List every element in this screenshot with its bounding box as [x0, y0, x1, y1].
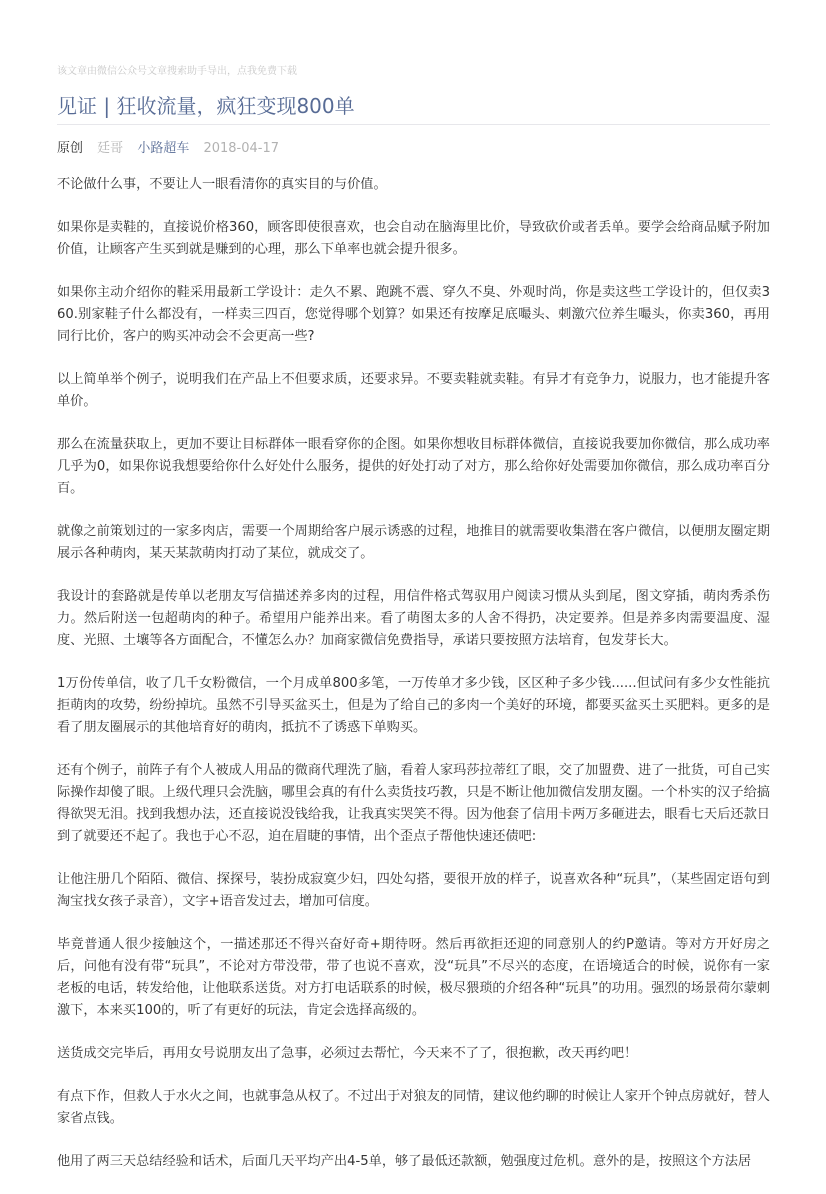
title-divider [57, 124, 770, 125]
paragraph: 如果你是卖鞋的，直接说价格360，顾客即使很喜欢，也会自动在脑海里比价，导致砍价或者丢单。要学会给商品赋予附加价值，让顾客产生买到就是赚到的心理，那么下单率也就会提升很多。 [57, 220, 770, 257]
original-badge: 原创 [57, 141, 84, 156]
author-name: 廷哥 [97, 141, 124, 156]
paragraph: 1万份传单信，收了几千女粉微信，一个月成单800多笔，一万传单才多少钱，区区种子多少钱......但试问有多少女性能抗拒萌肉的攻势，纷纷掉坑。虽然不引导买盆买土，但是为了给自己的多肉一个美好的环境，都要买盆买土买肥料。更多的是看了朋友圈展示的其他培育好的萌肉，抵抗不了诱惑下单购买。 [57, 676, 770, 735]
article-meta [57, 140, 289, 158]
account-link[interactable]: 小路超车 [137, 141, 190, 156]
paragraph: 如果你主动介绍你的鞋采用最新工学设计：走久不累、跑跳不震、穿久不臭、外观时尚，你是卖这些工学设计的，但仅卖360.别家鞋子什么都没有，一样卖三四百，您觉得哪个划算？如果还有按摩足底嘬头、刺激穴位养生嘬头，你卖360，再用同行比价，客户的购买冲动会不会更高一些? [57, 285, 770, 344]
paragraph: 不论做什么事，不要让人一眼看清你的真实目的与价值。 [57, 177, 387, 192]
paragraph: 他用了两三天总结经验和话术，后面几天平均产出4-5单，够了最低还款额，勉强度过危机。意外的是，按照这个方法居 [57, 1154, 752, 1169]
paragraph: 就像之前策划过的一家多肉店，需要一个周期给客户展示诱惑的过程，地推目的就需要收集潜在客户微信，以便朋友圈定期展示各种萌肉，某天某款萌肉打动了某位，就成交了。 [57, 524, 770, 561]
article-body [57, 174, 770, 1194]
paragraph: 以上简单举个例子，说明我们在产品上不但要求质，还要求异。不要卖鞋就卖鞋。有异才有竞争力，说服力，也才能提升客单价。 [57, 372, 770, 409]
article-title: 见证 | 狂收流量，疯狂变现800单 [57, 94, 355, 118]
paragraph: 有点下作，但救人于水火之间，也就事急从权了。不过出于对狼友的同情，建议他约聊的时候让人家开个钟点房就好，替人家省点钱。 [57, 1089, 770, 1126]
paragraph: 毕竟普通人很少接触这个，一描述那还不得兴奋好奇+期待呀。然后再欲拒还迎的同意别人的约P邀请。等对方开好房之后，问他有没有带“玩具”，不论对方带没带，带了也说不喜欢，没“玩具”不尽兴的态度，在语境适合的时候，说你有一家老板的电话，转发给他，让他联系送货。对方打电话联系的时候，极尽猥琐的介绍各种“玩具”的功用。强烈的场景荷尔蒙刺激下，本来买100的，听了有更好的玩法，肯定会选择高级的。 [57, 937, 770, 1018]
paragraph: 我设计的套路就是传单以老朋友写信描述养多肉的过程，用信件格式驾驭用户阅读习惯从头到尾，图文穿插，萌肉秀杀伤力。然后附送一包超萌肉的种子。希望用户能养出来。看了萌图太多的人舍不得扔，决定要养。但是养多肉需要温度、湿度、光照、土壤等各方面配合，不懂怎么办？加商家微信免费指导，承诺只要按照方法培育，包发芽长大。 [57, 589, 770, 648]
paragraph: 送货成交完毕后，再用女号说朋友出了急事，必须过去帮忙，今天来不了了，很抱歉，改天再约吧！ [57, 1046, 638, 1061]
export-note-link[interactable]: 该文章由微信公众号文章搜索助手导出，点我免费下载 [57, 66, 297, 77]
publish-date: 2018-04-17 [203, 141, 280, 156]
paragraph: 那么在流量获取上，更加不要让目标群体一眼看穿你的企图。如果你想收目标群体微信，直接说我要加你微信，那么成功率几乎为0，如果你说我想要给你什么好处什么服务，提供的好处打动了对方，那么给你好处需要加你微信，那么成功率百分百。 [57, 437, 770, 496]
paragraph: 还有个例子，前阵子有个人被成人用品的微商代理洗了脑，看着人家玛莎拉蒂红了眼，交了加盟费、进了一批货，可自己实际操作却傻了眼。上级代理只会洗脑，哪里会真的有什么卖货技巧教，只是不断让他加微信发朋友圈。一个朴实的汉子给搞得欲哭无泪。找到我想办法，还直接说没钱给我，让我真实哭笑不得。因为他套了信用卡两万多砸进去，眼看七天后还款日到了就要还不起了。我也于心不忍，迫在眉睫的事情，出个歪点子帮他快速还债吧: [57, 763, 770, 844]
paragraph: 让他注册几个陌陌、微信、探探号，装扮成寂寞少妇，四处勾搭，要很开放的样子，说喜欢各种“玩具”，（某些固定语句到淘宝找女孩子录音），文字+语音发过去，增加可信度。 [57, 872, 770, 909]
